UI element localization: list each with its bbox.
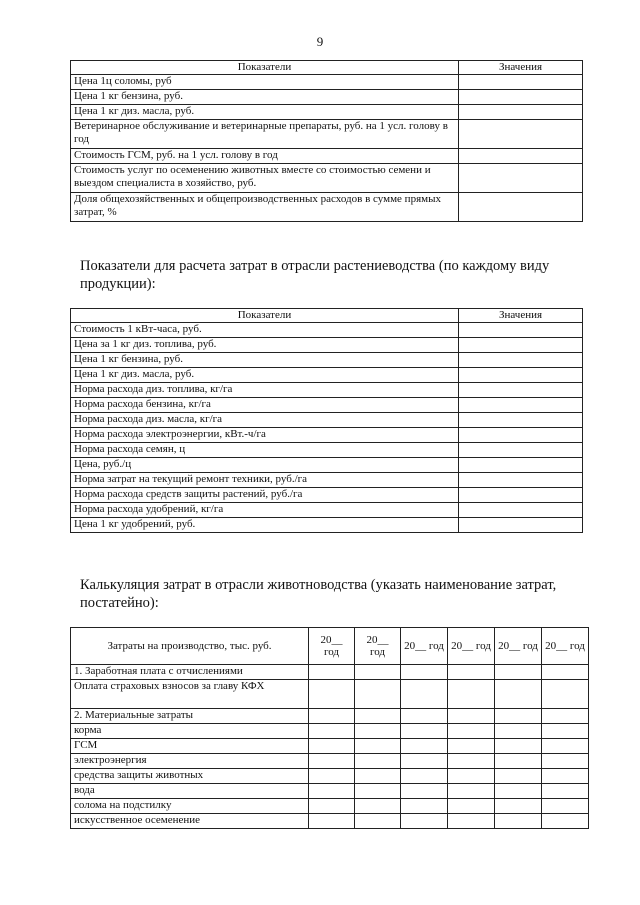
value-cell xyxy=(459,193,583,222)
table-row xyxy=(71,149,583,164)
table-row xyxy=(71,428,583,443)
cost-calculation-table xyxy=(70,627,589,829)
table-row xyxy=(71,709,589,724)
table-row xyxy=(71,814,589,829)
row-label: Цена 1 кг бензина, руб. xyxy=(71,90,459,105)
table-row xyxy=(71,724,589,739)
table-row xyxy=(71,443,583,458)
row-label: Норма расхода бензина, кг/га xyxy=(71,398,459,413)
table-row xyxy=(71,90,583,105)
table-row xyxy=(71,164,583,193)
row-label: Цена 1 кг удобрений, руб. xyxy=(71,518,459,533)
table-row xyxy=(71,754,589,769)
table-row xyxy=(71,769,589,784)
row-label: вода xyxy=(71,784,309,799)
value-cell xyxy=(459,383,583,398)
row-label: Оплата страховых взносов за главу КФХ xyxy=(71,680,309,709)
column-header: Показатели xyxy=(71,309,459,323)
row-label: Норма расхода диз. масла, кг/га xyxy=(71,413,459,428)
row-label: Цена 1 кг бензина, руб. xyxy=(71,353,459,368)
table-row xyxy=(71,784,589,799)
value-cell xyxy=(459,75,583,90)
value-cell xyxy=(459,413,583,428)
row-label: Норма расхода семян, ц xyxy=(71,443,459,458)
table-row xyxy=(71,105,583,120)
value-cell xyxy=(459,473,583,488)
row-label: 2. Материальные затраты xyxy=(71,709,309,724)
column-header: Значения xyxy=(459,309,583,323)
table-row xyxy=(71,518,583,533)
table-row xyxy=(71,398,583,413)
table-row xyxy=(71,458,583,473)
row-label: Норма расхода электроэнергии, кВт.-ч/га xyxy=(71,428,459,443)
crop-indicators-table xyxy=(70,308,583,533)
row-label: Стоимость услуг по осеменению животных вместе со стоимостью семени и выездом специалиста в хозяйство, руб. xyxy=(71,164,459,193)
table-row xyxy=(71,503,583,518)
value-cell xyxy=(459,120,583,149)
year-header: 20__ год xyxy=(309,628,355,665)
row-label: Норма расхода удобрений, кг/га xyxy=(71,503,459,518)
table-row xyxy=(71,680,589,709)
section-heading-crop: Показатели для расчета затрат в отрасли растениеводства (по каждому виду продукции): xyxy=(80,258,550,292)
row-label: Цена за 1 кг диз. топлива, руб. xyxy=(71,338,459,353)
table-row xyxy=(71,473,583,488)
row-label: корма xyxy=(71,724,309,739)
row-label: Ветеринарное обслуживание и ветеринарные препараты, руб. на 1 усл. голову в год xyxy=(71,120,459,149)
row-label: Цена, руб./ц xyxy=(71,458,459,473)
row-label: Стоимость 1 кВт-часа, руб. xyxy=(71,323,459,338)
row-label: ГСМ xyxy=(71,739,309,754)
value-cell xyxy=(459,353,583,368)
row-label: 1. Заработная плата с отчислениями xyxy=(71,665,309,680)
year-header: 20__ год xyxy=(355,628,401,665)
row-label: Норма затрат на текущий ремонт техники, руб./га xyxy=(71,473,459,488)
year-header: 20__ год xyxy=(448,628,495,665)
table-row xyxy=(71,193,583,222)
livestock-indicators-table xyxy=(70,60,583,222)
value-cell xyxy=(459,503,583,518)
value-cell xyxy=(459,518,583,533)
value-cell xyxy=(459,105,583,120)
table-row xyxy=(71,75,583,90)
value-cell xyxy=(459,398,583,413)
column-header: Показатели xyxy=(71,61,459,75)
section-heading-costing: Калькуляция затрат в отрасли животноводства (указать наименование затрат, постатейно): xyxy=(80,577,557,611)
row-label: Цена 1 кг диз. масла, руб. xyxy=(71,105,459,120)
row-label: Доля общехозяйственных и общепроизводственных расходов в сумме прямых затрат, % xyxy=(71,193,459,222)
row-label: солома на подстилку xyxy=(71,799,309,814)
value-cell xyxy=(459,90,583,105)
column-header: Затраты на производство, тыс. руб. xyxy=(71,628,309,665)
table-header-row xyxy=(71,309,583,323)
table-row xyxy=(71,413,583,428)
value-cell xyxy=(459,149,583,164)
table-row xyxy=(71,488,583,503)
table-header-row xyxy=(71,61,583,75)
table-row xyxy=(71,368,583,383)
row-label: Стоимость ГСМ, руб. на 1 усл. голову в год xyxy=(71,149,459,164)
table-row xyxy=(71,323,583,338)
value-cell xyxy=(459,323,583,338)
table-row xyxy=(71,353,583,368)
row-label: искусственное осеменение xyxy=(71,814,309,829)
year-header: 20__ год xyxy=(542,628,589,665)
row-label: средства защиты животных xyxy=(71,769,309,784)
table-row xyxy=(71,338,583,353)
value-cell xyxy=(459,428,583,443)
year-header: 20__ год xyxy=(401,628,448,665)
column-header: Значения xyxy=(459,61,583,75)
value-cell xyxy=(459,164,583,193)
value-cell xyxy=(459,368,583,383)
value-cell xyxy=(459,458,583,473)
row-label: Норма расхода средств защиты растений, руб./га xyxy=(71,488,459,503)
row-label: Цена 1 кг диз. масла, руб. xyxy=(71,368,459,383)
page-number: 9 xyxy=(316,34,324,49)
table-row xyxy=(71,383,583,398)
value-cell xyxy=(459,338,583,353)
row-label: электроэнергия xyxy=(71,754,309,769)
table-row xyxy=(71,120,583,149)
value-cell xyxy=(459,488,583,503)
table-row xyxy=(71,665,589,680)
table-row xyxy=(71,739,589,754)
year-header: 20__ год xyxy=(495,628,542,665)
table-row xyxy=(71,799,589,814)
value-cell xyxy=(459,443,583,458)
table-header-row xyxy=(71,628,589,665)
row-label: Норма расхода диз. топлива, кг/га xyxy=(71,383,459,398)
row-label: Цена 1ц соломы, руб xyxy=(71,75,459,90)
